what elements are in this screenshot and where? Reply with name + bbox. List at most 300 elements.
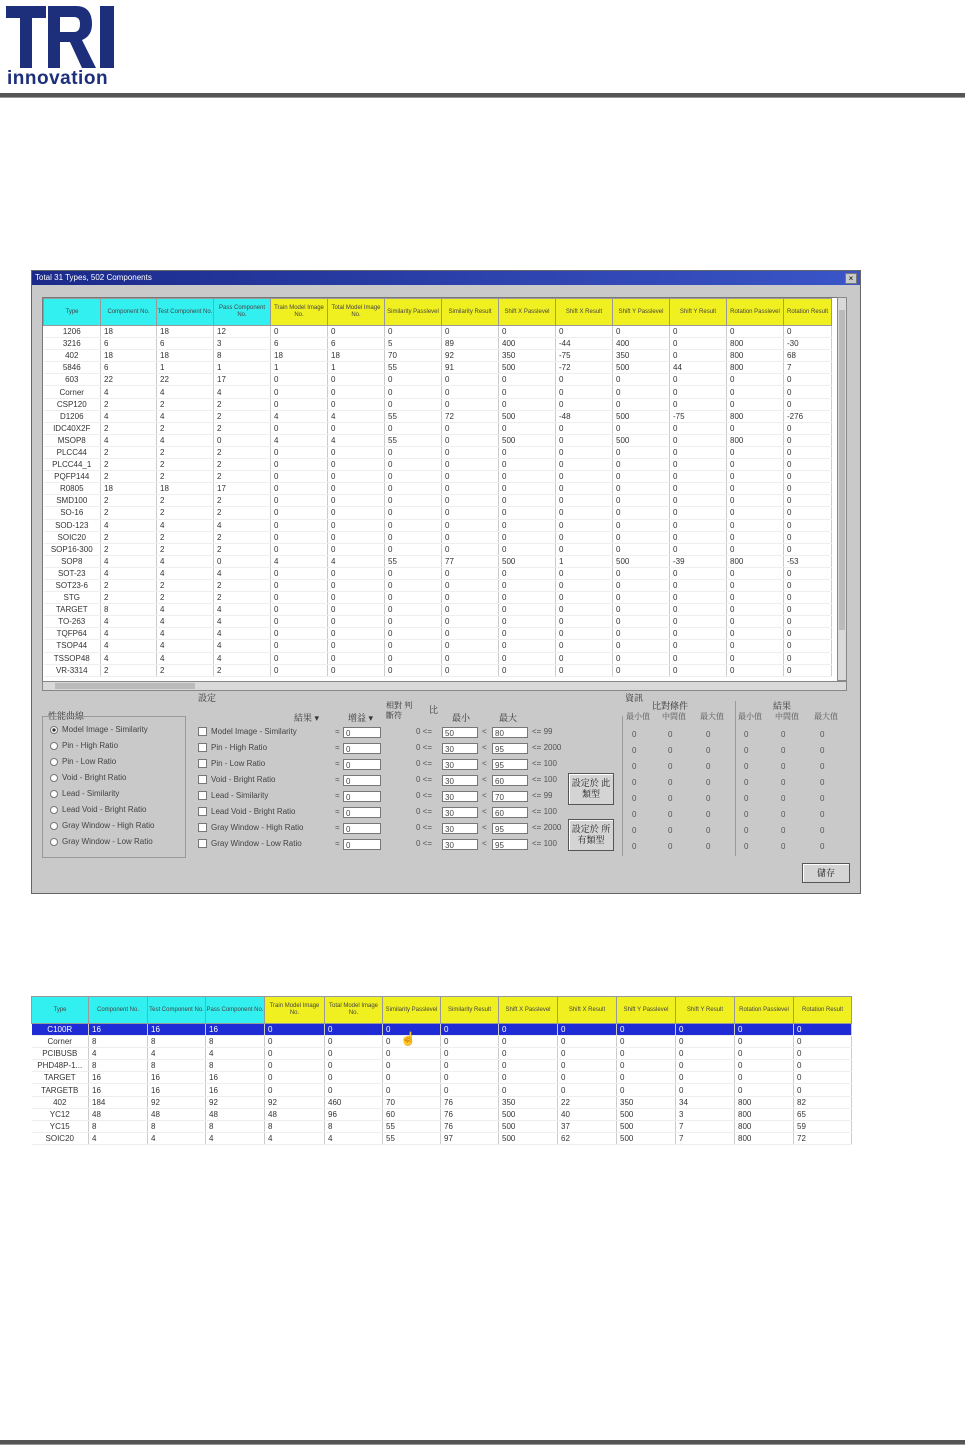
table-cell: 2 bbox=[101, 459, 157, 471]
component-table-2 bbox=[31, 996, 852, 1145]
table-cell: 0 bbox=[556, 543, 613, 555]
table-cell: 0 bbox=[676, 1084, 735, 1096]
stat-value: 0 bbox=[744, 778, 749, 787]
table-row[interactable] bbox=[44, 507, 832, 519]
table-cell: 0 bbox=[556, 446, 613, 458]
radio-label: Pin - Low Ratio bbox=[62, 757, 117, 766]
table-row[interactable] bbox=[44, 519, 832, 531]
table-cell: 0 bbox=[784, 579, 832, 591]
table-cell: MSOP8 bbox=[44, 434, 101, 446]
column-header[interactable]: Component No. bbox=[101, 299, 157, 326]
table-cell: 0 bbox=[556, 483, 613, 495]
result-input[interactable]: 0 bbox=[343, 807, 381, 818]
table-cell: 0 bbox=[265, 1084, 325, 1096]
table-cell: 2 bbox=[101, 507, 157, 519]
result-input[interactable]: 0 bbox=[343, 727, 381, 738]
table-row[interactable] bbox=[44, 543, 832, 555]
result-input[interactable]: 0 bbox=[343, 791, 381, 802]
result-input[interactable]: 0 bbox=[343, 839, 381, 850]
table-row[interactable] bbox=[44, 495, 832, 507]
table-cell: 48 bbox=[89, 1108, 148, 1120]
operator-text: 0 <= bbox=[416, 775, 433, 784]
table-cell: 500 bbox=[499, 362, 556, 374]
stat-column-header: 中間值 bbox=[775, 712, 799, 721]
table-row[interactable] bbox=[44, 374, 832, 386]
table-cell: 0 bbox=[670, 459, 727, 471]
table-cell: 500 bbox=[613, 410, 670, 422]
table-cell: 37 bbox=[558, 1120, 617, 1132]
option-checkbox[interactable] bbox=[198, 791, 268, 800]
table-cell: 0 bbox=[442, 374, 499, 386]
max-input[interactable]: 95 bbox=[492, 759, 528, 770]
stat-value: 0 bbox=[706, 730, 711, 739]
table-cell: 3 bbox=[214, 338, 271, 350]
table-cell: 0 bbox=[556, 567, 613, 579]
performance-option-radio[interactable] bbox=[50, 821, 154, 830]
table-row[interactable] bbox=[44, 459, 832, 471]
table-row[interactable] bbox=[44, 628, 832, 640]
min-input[interactable]: 30 bbox=[442, 775, 478, 786]
table-row[interactable] bbox=[44, 471, 832, 483]
table-cell: 0 bbox=[727, 664, 784, 676]
performance-option-radio[interactable] bbox=[50, 741, 118, 750]
table-row[interactable] bbox=[44, 422, 832, 434]
min-input[interactable]: 30 bbox=[442, 807, 478, 818]
column-header[interactable]: Component No. bbox=[89, 997, 148, 1024]
max-input[interactable]: 60 bbox=[492, 807, 528, 818]
column-header[interactable]: Train Model Image No. bbox=[271, 299, 328, 326]
stat-value: 0 bbox=[632, 778, 637, 787]
radio-icon[interactable] bbox=[50, 758, 58, 766]
table-cell: -44 bbox=[556, 338, 613, 350]
checkbox-icon[interactable] bbox=[198, 839, 207, 848]
column-header[interactable]: Test Component No. bbox=[157, 299, 214, 326]
performance-option-radio[interactable] bbox=[50, 773, 126, 782]
checkbox-icon[interactable] bbox=[198, 743, 207, 752]
table-cell: 0 bbox=[784, 567, 832, 579]
table-cell: 4 bbox=[214, 628, 271, 640]
result-label-text: 結果 bbox=[294, 713, 313, 723]
table-row[interactable] bbox=[44, 338, 832, 350]
table-row[interactable] bbox=[32, 1108, 852, 1120]
radio-icon[interactable] bbox=[50, 822, 58, 830]
checkbox-label: Pin - Low Ratio bbox=[211, 759, 266, 768]
column-header[interactable]: Rotation Result bbox=[794, 997, 852, 1024]
stat-value: 0 bbox=[781, 810, 786, 819]
column-header[interactable]: Total Model Image No. bbox=[328, 299, 385, 326]
table-row[interactable] bbox=[44, 567, 832, 579]
table-cell: 2 bbox=[157, 592, 214, 604]
equals-sign: = bbox=[335, 823, 340, 832]
table-cell: 0 bbox=[442, 471, 499, 483]
table-cell: 70 bbox=[383, 1096, 441, 1108]
stat-value: 0 bbox=[632, 810, 637, 819]
table-row[interactable] bbox=[32, 1048, 852, 1060]
table-cell: 0 bbox=[784, 471, 832, 483]
table-cell: 402 bbox=[32, 1096, 89, 1108]
column-header[interactable]: Shift X Result bbox=[558, 997, 617, 1024]
radio-icon[interactable] bbox=[50, 726, 58, 734]
performance-option-radio[interactable] bbox=[50, 789, 119, 798]
equals-sign: = bbox=[335, 839, 340, 848]
table-row[interactable] bbox=[32, 1072, 852, 1084]
table-header-row bbox=[44, 299, 832, 326]
header-divider-thin bbox=[0, 97, 965, 98]
table-cell: 0 bbox=[727, 471, 784, 483]
option-checkbox[interactable] bbox=[198, 727, 297, 736]
table-cell: 500 bbox=[613, 555, 670, 567]
table-row[interactable] bbox=[32, 1120, 852, 1132]
table-cell: -39 bbox=[670, 555, 727, 567]
option-checkbox[interactable] bbox=[198, 759, 265, 768]
checkbox-icon[interactable] bbox=[198, 727, 207, 736]
table-cell: 0 bbox=[271, 664, 328, 676]
table-cell: 76 bbox=[441, 1096, 499, 1108]
table-row[interactable] bbox=[44, 616, 832, 628]
column-header[interactable]: Rotation Result bbox=[784, 299, 832, 326]
column-header[interactable]: Shift Y Result bbox=[670, 299, 727, 326]
table-cell: SOP8 bbox=[44, 555, 101, 567]
checkbox-icon[interactable] bbox=[198, 775, 207, 784]
table-cell: 0 bbox=[676, 1072, 735, 1084]
stat-value: 0 bbox=[668, 794, 673, 803]
table-cell: 0 bbox=[556, 640, 613, 652]
stat-value: 0 bbox=[706, 810, 711, 819]
table-cell: 0 bbox=[613, 664, 670, 676]
table-cell: 4 bbox=[271, 410, 328, 422]
stat-value: 0 bbox=[668, 826, 673, 835]
table-row[interactable] bbox=[44, 640, 832, 652]
table-cell: 0 bbox=[325, 1060, 383, 1072]
table-cell: 0 bbox=[727, 459, 784, 471]
column-header[interactable]: Rotation Passlevel bbox=[735, 997, 794, 1024]
table-cell: 44 bbox=[670, 362, 727, 374]
option-checkbox[interactable] bbox=[198, 839, 302, 848]
save-button[interactable]: 儲存 bbox=[802, 863, 850, 883]
table-cell: 4 bbox=[101, 652, 157, 664]
table-cell: 0 bbox=[385, 579, 442, 591]
table-cell: 2 bbox=[214, 531, 271, 543]
table-cell: 0 bbox=[727, 616, 784, 628]
max-input[interactable]: 95 bbox=[492, 839, 528, 850]
table-cell: 0 bbox=[784, 507, 832, 519]
scroll-thumb[interactable] bbox=[55, 683, 195, 689]
table-row[interactable] bbox=[32, 1036, 852, 1048]
column-header[interactable]: Similarity Passlevel bbox=[383, 997, 441, 1024]
checkbox-icon[interactable] bbox=[198, 791, 207, 800]
equals-sign: = bbox=[335, 791, 340, 800]
table-cell: -72 bbox=[556, 362, 613, 374]
option-checkbox[interactable] bbox=[198, 743, 267, 752]
table-cell: 0 bbox=[613, 592, 670, 604]
table-cell: 0 bbox=[271, 507, 328, 519]
table-cell: 350 bbox=[613, 350, 670, 362]
table-row[interactable] bbox=[32, 1084, 852, 1096]
table-cell: 0 bbox=[613, 422, 670, 434]
table-cell: 0 bbox=[271, 483, 328, 495]
checkbox-icon[interactable] bbox=[198, 759, 207, 768]
table-cell: 1 bbox=[328, 362, 385, 374]
column-header[interactable]: Similarity Passlevel bbox=[385, 299, 442, 326]
table-cell: 0 bbox=[499, 471, 556, 483]
table-cell: 0 bbox=[271, 640, 328, 652]
table-row[interactable] bbox=[44, 386, 832, 398]
max-input[interactable]: 95 bbox=[492, 823, 528, 834]
apply-all-types-button[interactable]: 設定於 所有類型 bbox=[568, 819, 614, 851]
column-header[interactable]: Total Model Image No. bbox=[325, 997, 383, 1024]
table-cell: 500 bbox=[617, 1120, 676, 1132]
min-label: 最小 bbox=[452, 713, 471, 723]
performance-option-radio[interactable] bbox=[50, 805, 147, 814]
table-cell: 0 bbox=[328, 567, 385, 579]
table-cell: 500 bbox=[499, 1132, 558, 1144]
table-row[interactable] bbox=[44, 604, 832, 616]
table-cell: 4 bbox=[214, 616, 271, 628]
table-cell: 12 bbox=[214, 326, 271, 338]
table-cell: 2 bbox=[214, 495, 271, 507]
table-cell: 0 bbox=[385, 616, 442, 628]
table-cell: 2 bbox=[214, 664, 271, 676]
radio-icon[interactable] bbox=[50, 774, 58, 782]
table-cell: 0 bbox=[383, 1024, 441, 1036]
table-cell: 0 bbox=[617, 1060, 676, 1072]
table-cell: 0 bbox=[499, 326, 556, 338]
table-cell: 2 bbox=[214, 410, 271, 422]
radio-icon[interactable] bbox=[50, 790, 58, 798]
column-header[interactable]: Train Model Image No. bbox=[265, 997, 325, 1024]
max-input[interactable]: 95 bbox=[492, 743, 528, 754]
table-row[interactable] bbox=[32, 1024, 852, 1036]
table-cell: 8 bbox=[206, 1060, 265, 1072]
table-cell: 0 bbox=[385, 519, 442, 531]
table-cell: 16 bbox=[89, 1084, 148, 1096]
result-input[interactable]: 0 bbox=[343, 743, 381, 754]
column-header[interactable]: Similarity Result bbox=[441, 997, 499, 1024]
table-cell: 2 bbox=[214, 579, 271, 591]
min-input[interactable]: 30 bbox=[442, 839, 478, 850]
table-cell: 0 bbox=[670, 604, 727, 616]
table-cell: 0 bbox=[670, 543, 727, 555]
limit-text: <= 100 bbox=[532, 775, 557, 784]
table-cell: 4 bbox=[157, 555, 214, 567]
column-header[interactable]: Shift Y Result bbox=[676, 997, 735, 1024]
component-grid[interactable] bbox=[42, 297, 839, 683]
stat-value: 0 bbox=[632, 826, 637, 835]
table-row[interactable] bbox=[44, 483, 832, 495]
equals-sign: = bbox=[335, 727, 340, 736]
table-cell: 0 bbox=[794, 1048, 852, 1060]
result-input[interactable]: 0 bbox=[343, 759, 381, 770]
min-input[interactable]: 30 bbox=[442, 759, 478, 770]
table-cell: 0 bbox=[784, 640, 832, 652]
table-cell: 0 bbox=[727, 543, 784, 555]
performance-option-radio[interactable] bbox=[50, 757, 116, 766]
table-row[interactable] bbox=[32, 1132, 852, 1144]
table-cell: TO-263 bbox=[44, 616, 101, 628]
table-cell: 0 bbox=[442, 459, 499, 471]
column-header[interactable]: Type bbox=[44, 299, 101, 326]
table-cell: 0 bbox=[670, 567, 727, 579]
min-input[interactable]: 30 bbox=[442, 743, 478, 754]
column-header[interactable]: Pass Component No. bbox=[206, 997, 265, 1024]
table-cell: 0 bbox=[613, 628, 670, 640]
table-cell: 0 bbox=[670, 398, 727, 410]
table-cell: 62 bbox=[558, 1132, 617, 1144]
table-row[interactable] bbox=[44, 592, 832, 604]
table-cell: 0 bbox=[328, 543, 385, 555]
table-row[interactable] bbox=[44, 410, 832, 422]
table-cell: 1 bbox=[214, 362, 271, 374]
result-input[interactable]: 0 bbox=[343, 823, 381, 834]
checkbox-label: Lead Void - Bright Ratio bbox=[211, 807, 296, 816]
table-cell: 18 bbox=[271, 350, 328, 362]
radio-icon[interactable] bbox=[50, 838, 58, 846]
result-stats-label: 結果 bbox=[773, 701, 792, 711]
column-header[interactable]: Shift Y Passlevel bbox=[617, 997, 676, 1024]
table-cell: 1 bbox=[157, 362, 214, 374]
stat-value: 0 bbox=[706, 842, 711, 851]
table-cell: 4 bbox=[157, 410, 214, 422]
stat-column-header: 最小值 bbox=[738, 712, 762, 721]
table-row[interactable] bbox=[44, 664, 832, 676]
stat-value: 0 bbox=[820, 794, 825, 803]
table-cell: 0 bbox=[735, 1060, 794, 1072]
table-cell: 0 bbox=[328, 640, 385, 652]
stat-value: 0 bbox=[632, 746, 637, 755]
table-cell: -30 bbox=[784, 338, 832, 350]
table-cell: 0 bbox=[727, 386, 784, 398]
table-cell: 0 bbox=[727, 652, 784, 664]
column-header[interactable]: Test Component No. bbox=[148, 997, 206, 1024]
info-label: 資訊 bbox=[625, 693, 644, 703]
table-cell: 500 bbox=[499, 555, 556, 567]
table-cell: 4 bbox=[328, 434, 385, 446]
table-cell: 0 bbox=[556, 459, 613, 471]
result-input[interactable]: 0 bbox=[343, 775, 381, 786]
operator-text: 0 <= bbox=[416, 727, 433, 736]
table-cell: 2 bbox=[157, 471, 214, 483]
vertical-scrollbar[interactable] bbox=[837, 297, 847, 681]
checkbox-icon[interactable] bbox=[198, 823, 207, 832]
min-input[interactable]: 30 bbox=[442, 823, 478, 834]
table-row[interactable] bbox=[44, 555, 832, 567]
horizontal-scrollbar[interactable] bbox=[42, 681, 847, 691]
table-row[interactable] bbox=[44, 652, 832, 664]
radio-icon[interactable] bbox=[50, 742, 58, 750]
table-cell: 0 bbox=[613, 543, 670, 555]
table-cell: 0 bbox=[617, 1036, 676, 1048]
max-input[interactable]: 80 bbox=[492, 727, 528, 738]
table-cell: 18 bbox=[101, 483, 157, 495]
table-cell: 4 bbox=[148, 1048, 206, 1060]
less-than-sign: < bbox=[482, 743, 487, 752]
column-header[interactable]: Shift X Result bbox=[556, 299, 613, 326]
limit-text: <= 2000 bbox=[532, 743, 562, 752]
table-cell: 4 bbox=[101, 410, 157, 422]
settings-label: 設定 bbox=[198, 693, 217, 703]
apply-this-type-button[interactable]: 設定於 此類型 bbox=[568, 773, 614, 805]
checkbox-icon[interactable] bbox=[198, 807, 207, 816]
option-checkbox[interactable] bbox=[198, 823, 303, 832]
scroll-thumb[interactable] bbox=[839, 310, 845, 630]
table-row[interactable] bbox=[44, 398, 832, 410]
table-cell: IDC40X2F bbox=[44, 422, 101, 434]
table-cell: 800 bbox=[727, 350, 784, 362]
table-cell: 0 bbox=[794, 1072, 852, 1084]
table-cell: 0 bbox=[271, 398, 328, 410]
table-cell: 4 bbox=[101, 519, 157, 531]
table-row[interactable] bbox=[44, 326, 832, 338]
column-header[interactable]: Shift Y Passlevel bbox=[613, 299, 670, 326]
table-cell: 8 bbox=[214, 350, 271, 362]
table-row[interactable] bbox=[44, 579, 832, 591]
table-cell: 0 bbox=[328, 628, 385, 640]
less-than-sign: < bbox=[482, 727, 487, 736]
max-input[interactable]: 70 bbox=[492, 791, 528, 802]
close-icon[interactable]: × bbox=[845, 273, 857, 284]
table-cell: 72 bbox=[794, 1132, 852, 1144]
column-header[interactable]: Similarity Result bbox=[442, 299, 499, 326]
column-header[interactable]: Shift X Passlevel bbox=[499, 299, 556, 326]
performance-option-radio[interactable] bbox=[50, 837, 153, 846]
table-cell: 0 bbox=[499, 422, 556, 434]
table-cell: 0 bbox=[670, 483, 727, 495]
table-cell: 0 bbox=[784, 519, 832, 531]
table-cell: 7 bbox=[676, 1120, 735, 1132]
column-header[interactable]: Rotation Passlevel bbox=[727, 299, 784, 326]
table-cell: TSOP44 bbox=[44, 640, 101, 652]
table-cell: 0 bbox=[271, 592, 328, 604]
performance-option-radio[interactable] bbox=[50, 725, 148, 734]
table-cell: 0 bbox=[328, 507, 385, 519]
table-cell: 0 bbox=[499, 652, 556, 664]
table-cell: 0 bbox=[556, 386, 613, 398]
table-cell: YC15 bbox=[32, 1120, 89, 1132]
table-cell: 40 bbox=[558, 1108, 617, 1120]
table-cell: 0 bbox=[499, 1036, 558, 1048]
table-row[interactable] bbox=[44, 434, 832, 446]
table-cell: 4 bbox=[157, 628, 214, 640]
radio-icon[interactable] bbox=[50, 806, 58, 814]
min-input[interactable]: 30 bbox=[442, 791, 478, 802]
table-cell: 0 bbox=[613, 471, 670, 483]
table-cell: 0 bbox=[442, 434, 499, 446]
table-row[interactable] bbox=[44, 350, 832, 362]
table-header-row bbox=[32, 997, 852, 1024]
column-header[interactable]: Shift X Passlevel bbox=[499, 997, 558, 1024]
table-cell: 0 bbox=[441, 1048, 499, 1060]
table-row[interactable] bbox=[44, 362, 832, 374]
table-row[interactable] bbox=[44, 531, 832, 543]
stat-value: 0 bbox=[781, 746, 786, 755]
table-cell: 0 bbox=[670, 471, 727, 483]
table-cell: 16 bbox=[148, 1072, 206, 1084]
table-cell: 0 bbox=[558, 1060, 617, 1072]
table-row[interactable] bbox=[32, 1060, 852, 1072]
table-row[interactable] bbox=[44, 446, 832, 458]
option-checkbox[interactable] bbox=[198, 807, 296, 816]
max-input[interactable]: 60 bbox=[492, 775, 528, 786]
column-header[interactable]: Pass Component No. bbox=[214, 299, 271, 326]
column-header[interactable]: Type bbox=[32, 997, 89, 1024]
table-cell: 4 bbox=[101, 567, 157, 579]
table-cell: 0 bbox=[784, 664, 832, 676]
option-checkbox[interactable] bbox=[198, 775, 275, 784]
table-cell: 4 bbox=[157, 519, 214, 531]
table-row[interactable] bbox=[32, 1096, 852, 1108]
table-cell: 0 bbox=[385, 531, 442, 543]
min-input[interactable]: 50 bbox=[442, 727, 478, 738]
